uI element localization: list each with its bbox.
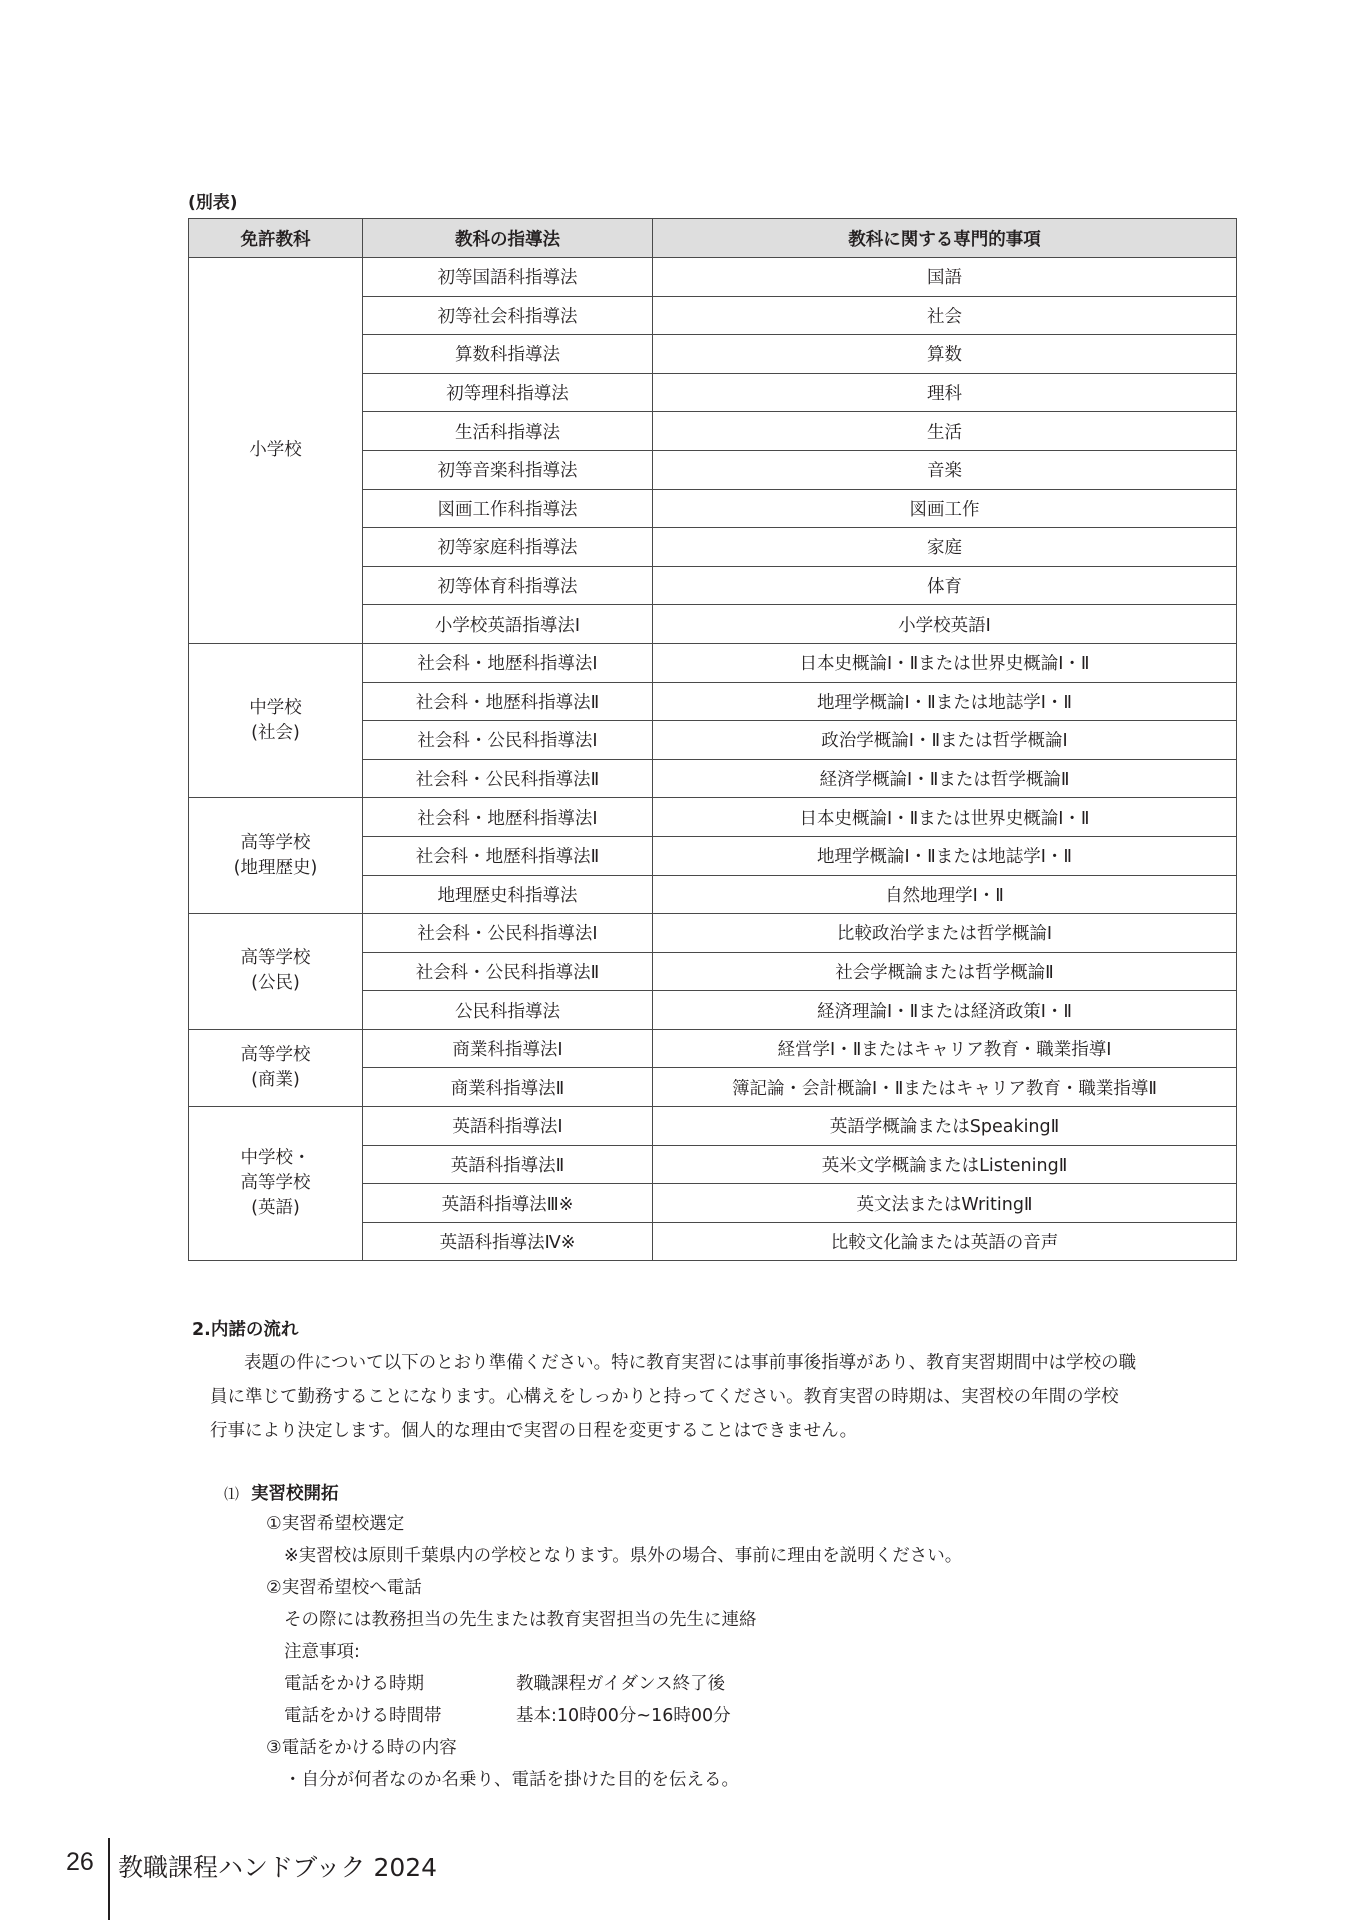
teaching-method-cell: 初等音楽科指導法 — [363, 450, 653, 489]
license-subject-line: (公民) — [251, 973, 300, 994]
teaching-method-cell: 英語科指導法Ⅱ — [363, 1145, 653, 1184]
specialized-matters-cell: 自然地理学Ⅰ・Ⅱ — [653, 875, 1237, 914]
table-row — [189, 1029, 1237, 1068]
table-row — [189, 914, 1237, 953]
footer-divider — [108, 1838, 110, 1920]
teaching-method-cell: 英語科指導法Ⅰ — [363, 1107, 653, 1146]
footer-title: 教職課程ハンドブック 2024 — [118, 1853, 438, 1882]
table-row — [189, 643, 1237, 682]
specialized-matters-cell: 日本史概論Ⅰ・Ⅱまたは世界史概論Ⅰ・Ⅱ — [653, 643, 1237, 682]
teaching-method-cell: 英語科指導法Ⅲ※ — [363, 1184, 653, 1223]
subsection-label: 実習校開拓 — [251, 1484, 339, 1504]
specialized-matters-cell: 政治学概論Ⅰ・Ⅱまたは哲学概論Ⅰ — [653, 721, 1237, 760]
teaching-method-cell: 生活科指導法 — [363, 412, 653, 451]
specialized-matters-cell: 図画工作 — [653, 489, 1237, 528]
section-title: 2.内諾の流れ — [192, 1320, 299, 1340]
table-body — [189, 258, 1237, 1261]
teaching-method-cell: 社会科・地歴科指導法Ⅰ — [363, 798, 653, 837]
header-license-subject: 免許教科 — [189, 219, 363, 258]
license-subject-line: (英語) — [251, 1198, 300, 1219]
license-subject-line: 中学校・ — [240, 1148, 311, 1169]
section-paragraph — [210, 1346, 1240, 1448]
paragraph-line: 行事により決定します。個人的な理由で実習の日程を変更することはできません。 — [210, 1421, 858, 1441]
teaching-method-cell: 商業科指導法Ⅱ — [363, 1068, 653, 1107]
specialized-matters-cell: 英米文学概論またはListeningⅡ — [653, 1145, 1237, 1184]
step-2-note: その際には教務担当の先生または教育実習担当の先生に連絡 — [284, 1610, 757, 1630]
teaching-method-cell: 社会科・地歴科指導法Ⅰ — [363, 643, 653, 682]
specialized-matters-cell: 地理学概論Ⅰ・Ⅱまたは地誌学Ⅰ・Ⅱ — [653, 836, 1237, 875]
header-specialized-matters: 教科に関する専門的事項 — [653, 219, 1237, 258]
specialized-matters-cell: 英文法またはWritingⅡ — [653, 1184, 1237, 1223]
teaching-method-cell: 算数科指導法 — [363, 335, 653, 374]
specialized-matters-cell: 社会 — [653, 296, 1237, 335]
table-row — [189, 798, 1237, 837]
teaching-method-cell: 公民科指導法 — [363, 991, 653, 1030]
specialized-matters-cell: 地理学概論Ⅰ・Ⅱまたは地誌学Ⅰ・Ⅱ — [653, 682, 1237, 721]
paragraph-line: 表題の件について以下のとおり準備ください。特に教育実習には事前事後指導があり、教育実習期間中は学校の職 — [244, 1353, 1137, 1373]
caution-value: 教職課程ガイダンス終了後 — [516, 1674, 726, 1694]
table-row — [189, 258, 1237, 297]
specialized-matters-cell: 経営学Ⅰ・Ⅱまたはキャリア教育・職業指導Ⅰ — [653, 1029, 1237, 1068]
subsection-number: ⑴ — [224, 1485, 240, 1503]
caution-row — [284, 1670, 726, 1695]
specialized-matters-cell: 算数 — [653, 335, 1237, 374]
step-3-item: ・自分が何者なのか名乗り、電話を掛けた目的を伝える。 — [284, 1770, 739, 1790]
specialized-matters-cell: 生活 — [653, 412, 1237, 451]
step-2: ②実習希望校へ電話 — [266, 1578, 422, 1598]
license-subject-line: 中学校 — [249, 697, 302, 718]
teaching-method-cell: 初等家庭科指導法 — [363, 528, 653, 567]
license-subject-line: (社会) — [251, 722, 300, 743]
page-number: 26 — [66, 1848, 94, 1876]
step-1-note: ※実習校は原則千葉県内の学校となります。県外の場合、事前に理由を説明ください。 — [284, 1546, 963, 1566]
specialized-matters-cell: 日本史概論Ⅰ・Ⅱまたは世界史概論Ⅰ・Ⅱ — [653, 798, 1237, 837]
specialized-matters-cell: 理科 — [653, 373, 1237, 412]
license-subject-cell — [189, 1029, 363, 1106]
teaching-method-cell: 初等体育科指導法 — [363, 566, 653, 605]
specialized-matters-cell: 社会学概論または哲学概論Ⅱ — [653, 952, 1237, 991]
license-subject-cell — [189, 258, 363, 644]
teaching-method-cell: 社会科・公民科指導法Ⅱ — [363, 952, 653, 991]
specialized-matters-cell: 比較政治学または哲学概論Ⅰ — [653, 914, 1237, 953]
caution-value: 基本:10時00分~16時00分 — [516, 1706, 731, 1726]
license-subject-cell — [189, 914, 363, 1030]
teaching-method-cell: 社会科・地歴科指導法Ⅱ — [363, 836, 653, 875]
teaching-method-cell: 初等国語科指導法 — [363, 258, 653, 297]
license-subject-cell — [189, 1107, 363, 1261]
license-subject-line: (商業) — [251, 1069, 300, 1090]
caution-key: 電話をかける時期 — [284, 1674, 424, 1694]
specialized-matters-cell: 体育 — [653, 566, 1237, 605]
table-header-row — [189, 219, 1237, 258]
caution-key: 電話をかける時間帯 — [284, 1706, 442, 1726]
teaching-method-cell: 初等社会科指導法 — [363, 296, 653, 335]
teaching-method-cell: 社会科・公民科指導法Ⅰ — [363, 721, 653, 760]
step-3: ③電話をかける時の内容 — [266, 1738, 457, 1758]
specialized-matters-cell: 家庭 — [653, 528, 1237, 567]
specialized-matters-cell: 英語学概論またはSpeakingⅡ — [653, 1107, 1237, 1146]
license-subject-line: 高等学校 — [240, 1044, 311, 1065]
paragraph-line: 員に準じて勤務することになります。心構えをしっかりと持ってください。教育実習の時期は、実習校の年間の学校 — [210, 1387, 1119, 1407]
teaching-method-cell: 小学校英語指導法Ⅰ — [363, 605, 653, 644]
caution-label: 注意事項: — [284, 1642, 360, 1662]
teaching-method-cell: 地理歴史科指導法 — [363, 875, 653, 914]
license-subject-line: 小学校 — [249, 439, 302, 460]
specialized-matters-cell: 比較文化論または英語の音声 — [653, 1222, 1237, 1261]
specialized-matters-cell: 経済理論Ⅰ・Ⅱまたは経済政策Ⅰ・Ⅱ — [653, 991, 1237, 1030]
specialized-matters-cell: 音楽 — [653, 450, 1237, 489]
subject-table — [188, 218, 1237, 1261]
specialized-matters-cell: 国語 — [653, 258, 1237, 297]
specialized-matters-cell: 小学校英語Ⅰ — [653, 605, 1237, 644]
teaching-method-cell: 初等理科指導法 — [363, 373, 653, 412]
teaching-method-cell: 図画工作科指導法 — [363, 489, 653, 528]
teaching-method-cell: 商業科指導法Ⅰ — [363, 1029, 653, 1068]
license-subject-line: 高等学校 — [240, 948, 311, 969]
header-teaching-method: 教科の指導法 — [363, 219, 653, 258]
license-subject-line: 高等学校 — [240, 1173, 311, 1194]
license-subject-cell — [189, 643, 363, 797]
teaching-method-cell: 社会科・地歴科指導法Ⅱ — [363, 682, 653, 721]
table-row — [189, 1107, 1237, 1146]
specialized-matters-cell: 簿記論・会計概論Ⅰ・Ⅱまたはキャリア教育・職業指導Ⅱ — [653, 1068, 1237, 1107]
teaching-method-cell: 英語科指導法Ⅳ※ — [363, 1222, 653, 1261]
subsection-title — [224, 1480, 339, 1505]
specialized-matters-cell: 経済学概論Ⅰ・Ⅱまたは哲学概論Ⅱ — [653, 759, 1237, 798]
license-subject-line: (地理歴史) — [233, 857, 318, 878]
license-subject-cell — [189, 798, 363, 914]
license-subject-line: 高等学校 — [240, 832, 311, 853]
teaching-method-cell: 社会科・公民科指導法Ⅰ — [363, 914, 653, 953]
step-1: ①実習希望校選定 — [266, 1514, 405, 1534]
table-caption: (別表) — [188, 193, 238, 213]
caution-row — [284, 1702, 731, 1727]
teaching-method-cell: 社会科・公民科指導法Ⅱ — [363, 759, 653, 798]
